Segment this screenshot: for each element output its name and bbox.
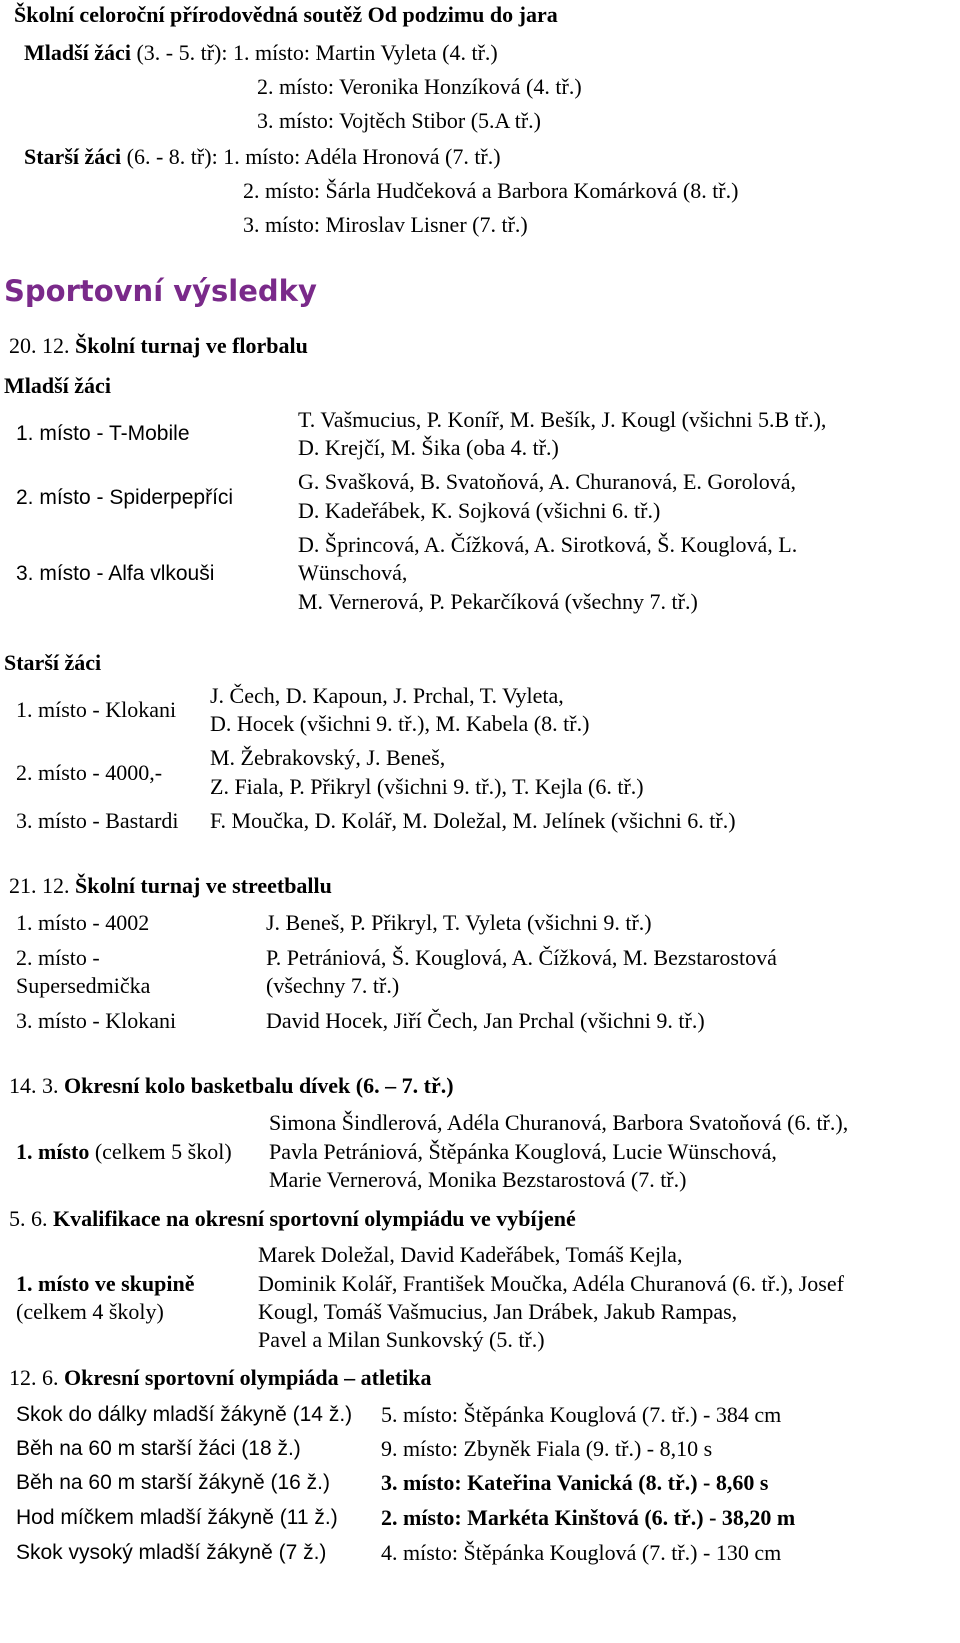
streetball-place-1: 1. místo - 4002	[16, 910, 150, 935]
florbal-younger-team-1-line-2: D. Krejčí, M. Šika (oba 4. tř.)	[298, 435, 559, 460]
athletics-event-3: Běh na 60 m starší žákyně (16 ž.)	[16, 1471, 330, 1494]
florbal-younger-team-3-line-2: Wünschová,	[298, 560, 408, 585]
dodgeball-team-line-2: Dominik Kolář, František Moučka, Adéla Churanová (6. tř.), Josef	[258, 1271, 844, 1296]
athletics-header	[9, 1365, 432, 1391]
athletics-result-4: 2. místo: Markéta Kinštová (6. tř.) - 38,20 m	[381, 1505, 796, 1530]
streetball-place-2-line-2: Supersedmička	[16, 973, 151, 998]
florbal-older-place-1: 1. místo - Klokani	[16, 697, 177, 722]
older-place-3: 3. místo: Miroslav Lisner (7. tř.)	[243, 212, 528, 237]
streetball-place-2-line-1: 2. místo -	[16, 945, 100, 970]
athletics-result-2: 9. místo: Zbyněk Fiala (9. tř.) - 8,10 s	[381, 1436, 713, 1461]
basketball-title: Okresní kolo basketbalu dívek (6. – 7. tř.)	[64, 1073, 454, 1098]
florbal-older-team-1-line-1: J. Čech, D. Kapoun, J. Prchal, T. Vyleta,	[210, 683, 564, 708]
florbal-younger-team-2-line-2: D. Kadeřábek, K. Sojková (všichni 6. tř.)	[298, 498, 661, 523]
dodgeball-place-rest: (celkem 4 školy)	[16, 1299, 164, 1324]
basketball-team-line-2: Pavla Petrániová, Štěpánka Kouglová, Lucie Wünschová,	[269, 1139, 777, 1164]
streetball-team-2-line-2: (všechny 7. tř.)	[266, 973, 400, 998]
basketball-place-bold: 1. místo	[16, 1139, 90, 1164]
streetball-date: 21. 12.	[9, 873, 75, 898]
florbal-younger-label: Mladší žáci	[4, 373, 111, 398]
athletics-event-5: Skok vysoký mladší žákyně (7 ž.)	[16, 1541, 327, 1564]
competition-older-header	[24, 144, 501, 170]
dodgeball-date: 5. 6.	[9, 1206, 53, 1231]
florbal-younger-place-3: 3. místo - Alfa vlkouši	[16, 562, 215, 585]
streetball-team-1: J. Beneš, P. Přikryl, T. Vyleta (všichni 9. tř.)	[266, 910, 652, 935]
florbal-older-place-2: 2. místo - 4000,-	[16, 760, 163, 785]
basketball-header	[9, 1073, 454, 1099]
florbal-younger-team-3-line-1: D. Šprincová, A. Čížková, A. Sirotková, Š. Kouglová, L.	[298, 532, 798, 557]
basketball-date: 14. 3.	[9, 1073, 64, 1098]
streetball-team-2-line-1: P. Petrániová, Š. Kouglová, A. Čížková, M. Bezstarostová	[266, 945, 777, 970]
florbal-title: Školní turnaj ve florbalu	[75, 333, 308, 358]
competition-younger-header	[24, 40, 498, 66]
dodgeball-team-line-4: Pavel a Milan Sunkovský (5. tř.)	[258, 1327, 545, 1352]
basketball-team-line-3: Marie Vernerová, Monika Bezstarostová (7. tř.)	[269, 1167, 687, 1192]
florbal-older-team-3-line-1: F. Moučka, D. Kolář, M. Doležal, M. Jelínek (všichni 6. tř.)	[210, 808, 736, 833]
streetball-title: Školní turnaj ve streetballu	[75, 873, 332, 898]
competition-title: Školní celoroční přírodovědná soutěž Od podzimu do jara	[14, 2, 558, 27]
sports-heading: Sportovní výsledky	[4, 274, 317, 308]
older-grades: (6. - 8. tř):	[121, 144, 224, 169]
athletics-result-3: 3. místo: Kateřina Vanická (8. tř.) - 8,60 s	[381, 1470, 769, 1495]
dodgeball-team-line-1: Marek Doležal, David Kadeřábek, Tomáš Kejla,	[258, 1242, 683, 1267]
younger-grades: (3. - 5. tř):	[130, 40, 233, 65]
dodgeball-header	[9, 1206, 576, 1232]
florbal-older-team-2-line-2: Z. Fiala, P. Přikryl (všichni 9. tř.), T. Kejla (6. tř.)	[210, 774, 644, 799]
basketball-place	[16, 1139, 232, 1165]
florbal-younger-place-2: 2. místo - Spiderpepříci	[16, 486, 234, 509]
florbal-younger-team-3-line-3: M. Vernerová, P. Pekarčíková (všechny 7. tř.)	[298, 589, 698, 614]
younger-place-1: 1. místo: Martin Vyleta (4. tř.)	[232, 40, 498, 65]
older-label: Starší žáci	[24, 144, 122, 169]
older-place-2: 2. místo: Šárla Hudčeková a Barbora Komárková (8. tř.)	[243, 178, 739, 203]
dodgeball-place-bold: 1. místo ve skupině	[16, 1271, 195, 1296]
younger-label: Mladší žáci	[24, 40, 131, 65]
athletics-event-1: Skok do dálky mladší žákyně (14 ž.)	[16, 1403, 353, 1426]
streetball-team-3: David Hocek, Jiří Čech, Jan Prchal (všichni 9. tř.)	[266, 1008, 705, 1033]
athletics-result-1: 5. místo: Štěpánka Kouglová (7. tř.) - 384 cm	[381, 1402, 782, 1427]
older-place-1: 1. místo: Adéla Hronová (7. tř.)	[223, 144, 501, 169]
dodgeball-title: Kvalifikace na okresní sportovní olympiádu ve vybíjené	[53, 1206, 576, 1231]
athletics-result-5: 4. místo: Štěpánka Kouglová (7. tř.) - 130 cm	[381, 1540, 782, 1565]
dodgeball-team-line-3: Kougl, Tomáš Vašmucius, Jan Drábek, Jakub Rampas,	[258, 1299, 738, 1324]
athletics-title: Okresní sportovní olympiáda – atletika	[64, 1365, 432, 1390]
athletics-date: 12. 6.	[9, 1365, 64, 1390]
athletics-event-4: Hod míčkem mladší žákyně (11 ž.)	[16, 1506, 338, 1529]
basketball-place-rest: (celkem 5 škol)	[89, 1139, 232, 1164]
younger-place-2: 2. místo: Veronika Honzíková (4. tř.)	[257, 74, 582, 99]
athletics-event-2: Běh na 60 m starší žáci (18 ž.)	[16, 1437, 301, 1460]
younger-place-3: 3. místo: Vojtěch Stibor (5.A tř.)	[257, 108, 541, 133]
florbal-older-team-1-line-2: D. Hocek (všichni 9. tř.), M. Kabela (8. tř.)	[210, 711, 590, 736]
florbal-older-place-3: 3. místo - Bastardi	[16, 808, 179, 833]
florbal-older-label: Starší žáci	[4, 650, 102, 675]
florbal-date: 20. 12.	[9, 333, 75, 358]
basketball-team-line-1: Simona Šindlerová, Adéla Churanová, Barbora Svatoňová (6. tř.),	[269, 1110, 849, 1135]
florbal-younger-team-1-line-1: T. Vašmucius, P. Koníř, M. Bešík, J. Kougl (všichni 5.B tř.),	[298, 407, 827, 432]
florbal-header	[9, 333, 308, 359]
streetball-header	[9, 873, 332, 899]
florbal-younger-team-2-line-1: G. Svašková, B. Svatoňová, A. Churanová, E. Gorolová,	[298, 469, 796, 494]
streetball-place-3: 3. místo - Klokani	[16, 1008, 177, 1033]
florbal-older-team-2-line-1: M. Žebrakovský, J. Beneš,	[210, 745, 446, 770]
florbal-younger-place-1: 1. místo - T-Mobile	[16, 422, 190, 445]
